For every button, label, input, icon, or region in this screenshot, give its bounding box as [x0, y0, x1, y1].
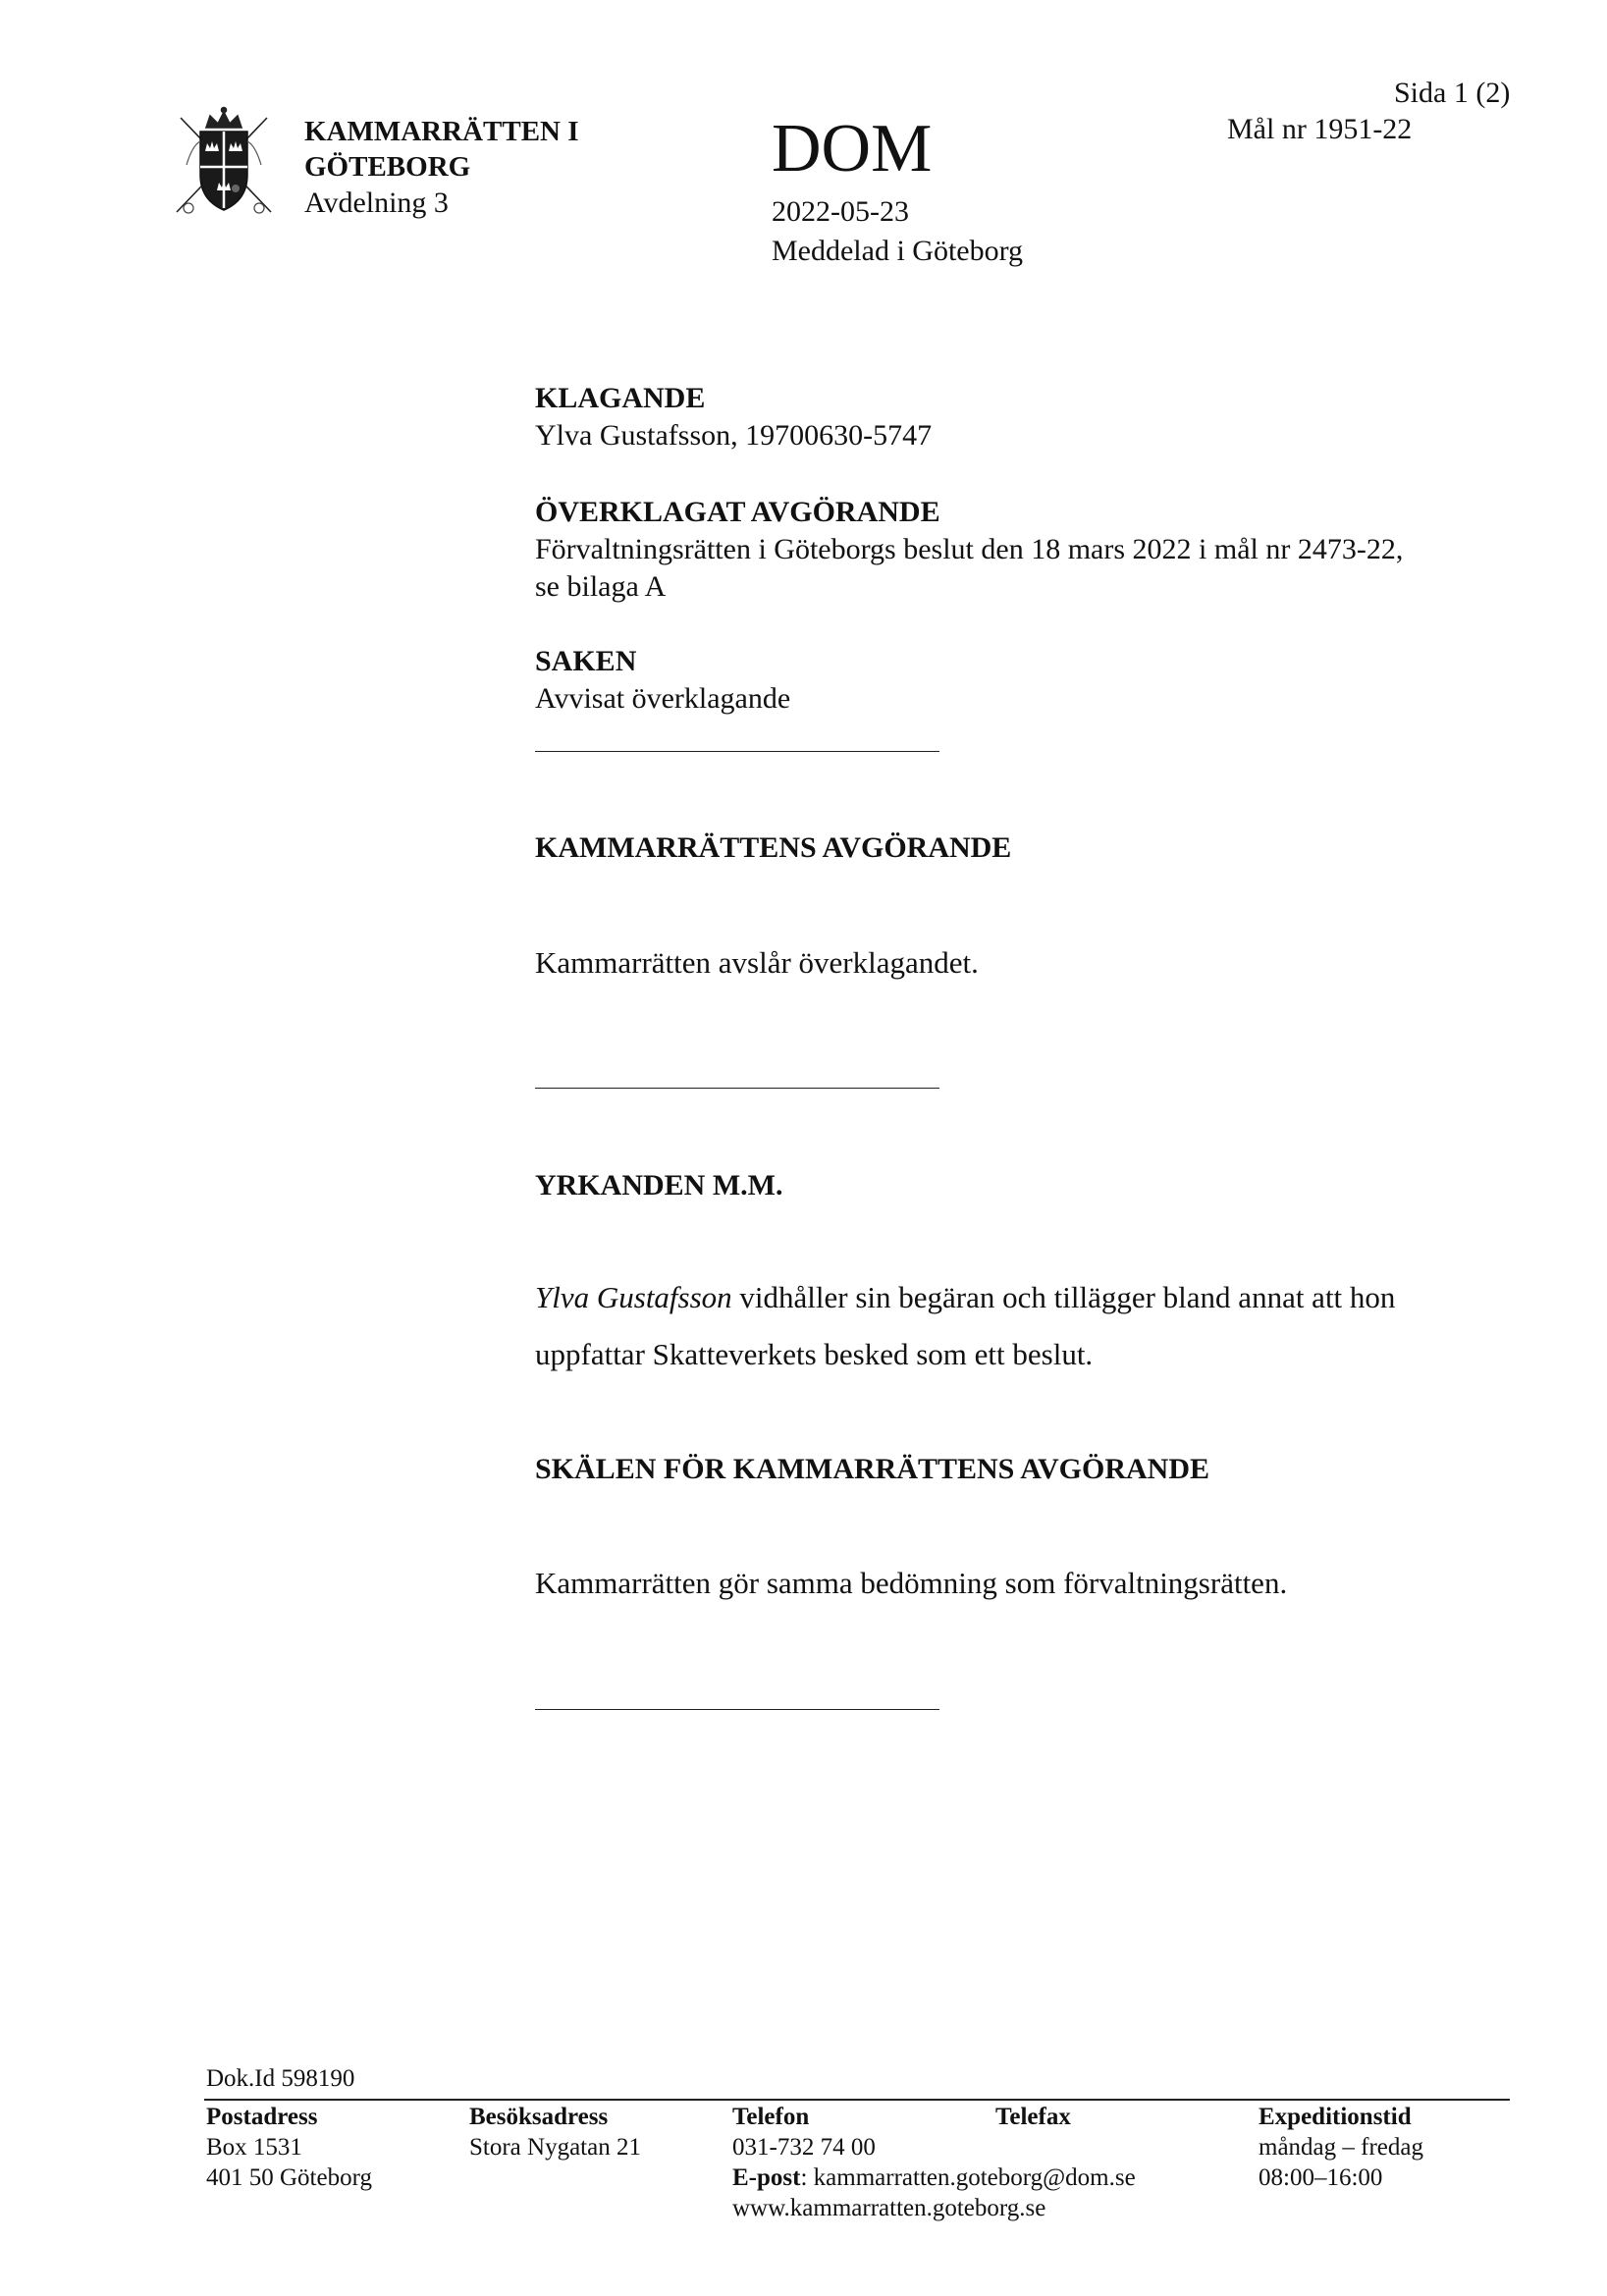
document-place: Meddelad i Göteborg: [772, 235, 1024, 267]
footer-postal: [206, 2102, 372, 2193]
overklagat-label: ÖVERKLAGAT AVGÖRANDE: [535, 496, 940, 528]
visit-label: Besöksadress: [469, 2104, 609, 2130]
decision-text: Kammarrätten avslår överklagandet.: [535, 945, 979, 980]
footer-hours: [1259, 2102, 1423, 2193]
fax-label: Telefax: [995, 2104, 1071, 2130]
claimant-name: Ylva Gustafsson: [535, 1280, 732, 1314]
court-name-line1: KAMMARRÄTTEN I: [304, 116, 579, 147]
claims-text: [535, 1269, 1517, 1383]
reasons-text: Kammarrätten gör samma bedömning som förvaltningsrätten.: [535, 1566, 1288, 1600]
phone-label: Telefon: [732, 2104, 810, 2130]
saken-value: Avvisat överklagande: [535, 682, 791, 715]
postal-line2: 401 50 Göteborg: [206, 2164, 372, 2191]
email-value[interactable]: : kammarratten.goteborg@dom.se: [800, 2164, 1136, 2191]
klagande-label: KLAGANDE: [535, 382, 706, 414]
overklagat-line1: Förvaltningsrätten i Göteborgs beslut den 18 mars 2022 i mål nr 2473-22,: [535, 533, 1404, 565]
visit-line1: Stora Nygatan 21: [469, 2134, 641, 2161]
footer-contact: [732, 2102, 1136, 2223]
divider: [535, 1088, 939, 1089]
case-number: Mål nr 1951-22: [1227, 113, 1413, 145]
claims-heading: YRKANDEN M.M.: [535, 1169, 783, 1201]
swedish-coat-of-arms-icon: [173, 106, 275, 224]
email-label: E-post: [732, 2164, 801, 2191]
decision-heading: KAMMARRÄTTENS AVGÖRANDE: [535, 831, 1012, 864]
hours-label: Expeditionstid: [1259, 2104, 1412, 2130]
page-number: Sida 1 (2): [1394, 77, 1511, 109]
department: Avdelning 3: [304, 187, 449, 219]
court-name: [304, 114, 579, 185]
claims-text-line1: vidhåller sin begäran och tillägger bland annat att hon: [731, 1280, 1396, 1314]
claims-text-line2: uppfattar Skatteverkets besked som ett beslut.: [535, 1337, 1094, 1371]
document-date: 2022-05-23: [772, 195, 909, 228]
postal-line1: Box 1531: [206, 2134, 302, 2161]
footer-divider: [204, 2099, 1510, 2101]
postal-label: Postadress: [206, 2104, 318, 2130]
reasons-heading: SKÄLEN FÖR KAMMARRÄTTENS AVGÖRANDE: [535, 1453, 1210, 1485]
document-type: DOM: [772, 111, 933, 187]
klagande-value: Ylva Gustafsson, 19700630-5747: [535, 419, 933, 452]
footer-fax: [995, 2102, 1071, 2132]
website-link[interactable]: www.kammarratten.goteborg.se: [732, 2195, 1046, 2221]
saken-label: SAKEN: [535, 645, 637, 677]
footer-visit: [469, 2102, 641, 2163]
phone-value: 031-732 74 00: [732, 2134, 876, 2161]
divider: [535, 1709, 939, 1710]
document-id: Dok.Id 598190: [206, 2065, 355, 2092]
hours-days: måndag – fredag: [1259, 2134, 1423, 2161]
overklagat-line2: se bilaga A: [535, 570, 667, 603]
hours-time: 08:00–16:00: [1259, 2164, 1383, 2191]
divider: [535, 751, 939, 752]
court-name-line2: GÖTEBORG: [304, 151, 471, 183]
